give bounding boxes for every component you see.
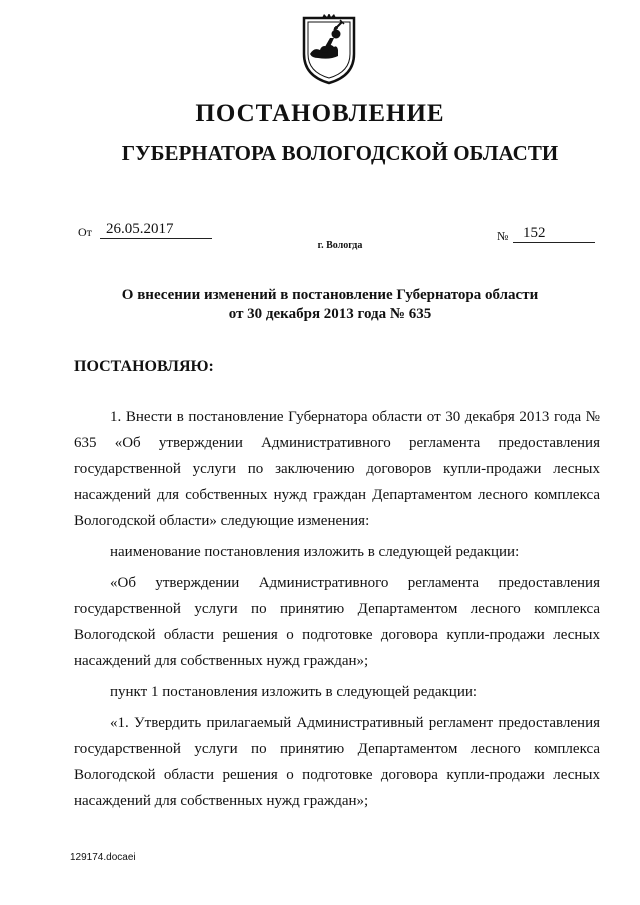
document-number: 152 (513, 224, 595, 243)
decree-heading: ПОСТАНОВЛЯЮ: (74, 358, 214, 375)
coat-of-arms-icon (300, 14, 358, 86)
subject-line-1: О внесении изменений в постановление Губернатора области (121, 287, 539, 303)
file-reference: 129174.docaei (70, 852, 136, 863)
body-paragraph: пункт 1 постановления изложить в следующей редакции: (110, 684, 478, 700)
issuing-authority-title: ГУБЕРНАТОРА ВОЛОГОДСКОЙ ОБЛАСТИ (121, 141, 559, 165)
subject-line-2: от 30 декабря 2013 года № 635 (228, 306, 432, 322)
body-paragraph: 1. Внести в постановление Губернатора области от 30 декабря 2013 года № 635 «Об утверждении Административного регламента предоставления государственной услуги по заключению договоров купли-продажи лесных насаждений для собственных нужд граждан Департаментом лесного комплекса Вологодской области» следующие изменения: (74, 409, 600, 529)
number-prefix-label: № (497, 229, 509, 243)
document-subject (0, 286, 640, 324)
date-prefix-label: От (78, 225, 92, 239)
document-date: 26.05.2017 (100, 220, 212, 239)
issue-city: г. Вологда (317, 240, 363, 251)
body-paragraph: «1. Утвердить прилагаемый Административный регламент предоставления государственной услуги по принятию Департаментом лесного комплекса Вологодской области решения о подготовке договора купли-продажи лесных насаждений для собственных нужд граждан»; (74, 715, 600, 809)
body-paragraph: наименование постановления изложить в следующей редакции: (110, 544, 520, 560)
document-body (74, 404, 600, 814)
body-paragraph: «Об утверждении Административного регламента предоставления государственной услуги по принятию Департаментом лесного комплекса Вологодской области решения о подготовке договора купли-продажи лесных насаждений для собственных нужд граждан»; (74, 575, 600, 669)
document-type-title: ПОСТАНОВЛЕНИЕ (195, 100, 445, 127)
